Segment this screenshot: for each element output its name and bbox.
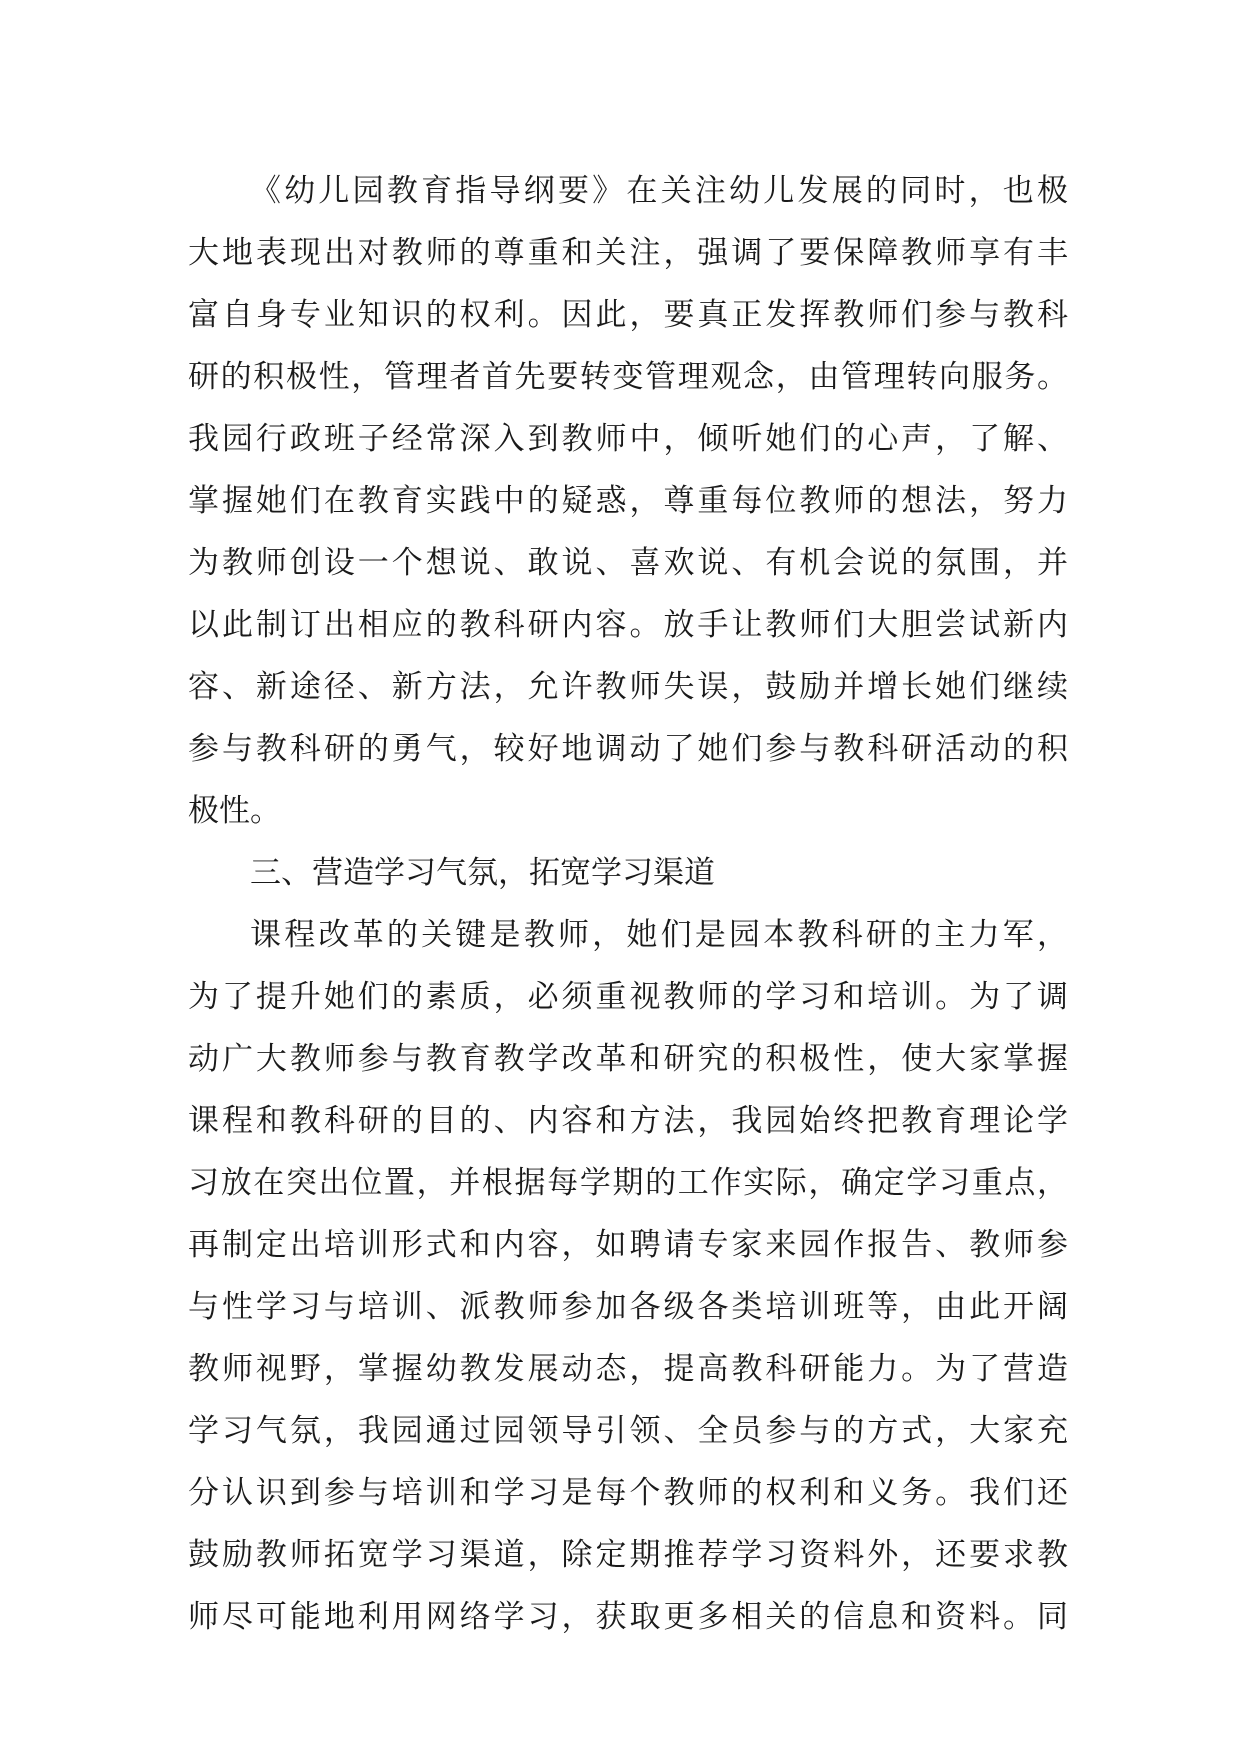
text-line: 师尽可能地利用网络学习，获取更多相关的信息和资料。同 xyxy=(188,1599,1068,1635)
text-line: 课程和教科研的目的、内容和方法，我园始终把教育理论学 xyxy=(188,1103,1068,1139)
text-line: 容、新途径、新方法，允许教师失误，鼓励并增长她们继续 xyxy=(188,669,1068,705)
text-line: 分认识到参与培训和学习是每个教师的权利和义务。我们还 xyxy=(188,1475,1068,1511)
text-line: 再制定出培训形式和内容，如聘请专家来园作报告、教师参 xyxy=(188,1227,1068,1263)
text-line: 我园行政班子经常深入到教师中，倾听她们的心声，了解、 xyxy=(188,421,1068,457)
text-line: 以此制订出相应的教科研内容。放手让教师们大胆尝试新内 xyxy=(188,607,1068,643)
text-line: 为教师创设一个想说、敢说、喜欢说、有机会说的氛围，并 xyxy=(188,545,1068,581)
text-line: 掌握她们在教育实践中的疑惑，尊重每位教师的想法，努力 xyxy=(188,483,1068,519)
body-text xyxy=(188,160,1068,1648)
text-line: 大地表现出对教师的尊重和关注，强调了要保障教师享有丰 xyxy=(188,235,1068,271)
text-line: 参与教科研的勇气，较好地调动了她们参与教科研活动的积 xyxy=(188,731,1068,767)
text-line: 动广大教师参与教育教学改革和研究的积极性，使大家掌握 xyxy=(188,1041,1068,1077)
section-heading: 三、营造学习气氛，拓宽学习渠道 xyxy=(250,855,715,891)
text-line: 鼓励教师拓宽学习渠道，除定期推荐学习资料外，还要求教 xyxy=(188,1537,1068,1573)
text-line: 极性。 xyxy=(188,793,281,829)
text-line: 《幼儿园教育指导纲要》在关注幼儿发展的同时，也极 xyxy=(250,173,1068,209)
text-line: 习放在突出位置，并根据每学期的工作实际，确定学习重点， xyxy=(188,1165,1068,1201)
text-line: 教师视野，掌握幼教发展动态，提高教科研能力。为了营造 xyxy=(188,1351,1068,1387)
text-line: 与性学习与培训、派教师参加各级各类培训班等，由此开阔 xyxy=(188,1289,1068,1325)
text-line: 富自身专业知识的权利。因此，要真正发挥教师们参与教科 xyxy=(188,297,1068,333)
text-line: 课程改革的关键是教师，她们是园本教科研的主力军， xyxy=(250,917,1068,953)
text-line: 为了提升她们的素质，必须重视教师的学习和培训。为了调 xyxy=(188,979,1068,1015)
text-line: 学习气氛，我园通过园领导引领、全员参与的方式，大家充 xyxy=(188,1413,1068,1449)
text-line: 研的积极性，管理者首先要转变管理观念，由管理转向服务。 xyxy=(188,359,1068,395)
